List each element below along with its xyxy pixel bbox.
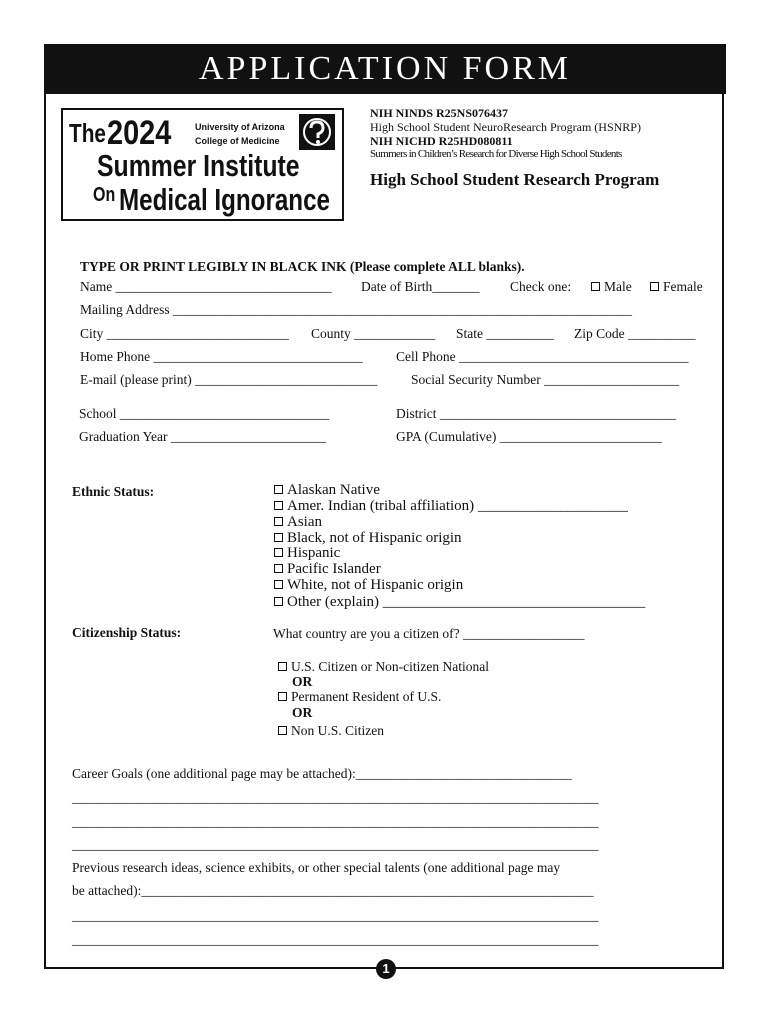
email-field[interactable]: E-mail (please print) ___________________________: [80, 372, 378, 387]
name-field[interactable]: Name ________________________________: [80, 279, 332, 294]
ethnic-option[interactable]: Pacific Islander: [274, 561, 381, 578]
career-goals-line[interactable]: ______________________________________________________________________________: [72, 790, 599, 805]
mailing-address-field[interactable]: Mailing Address ____________________________________________________________________: [80, 302, 632, 317]
ethnic-option[interactable]: Black, not of Hispanic origin: [274, 530, 462, 547]
career-goals-line[interactable]: ______________________________________________________________________________: [72, 814, 599, 829]
checkbox-icon: [591, 282, 600, 291]
question-mark-emblem-icon: [299, 114, 335, 150]
citizenship-status-label: Citizenship Status:: [72, 625, 182, 640]
ethnic-option[interactable]: Asian: [274, 514, 322, 531]
gpa-field[interactable]: GPA (Cumulative) ________________________: [396, 429, 662, 444]
graduation-year-field[interactable]: Graduation Year _______________________: [79, 429, 327, 444]
checkbox-icon: [274, 533, 283, 542]
female-checkbox[interactable]: [650, 279, 703, 295]
ethnic-option[interactable]: Hispanic: [274, 545, 340, 562]
ssn-field[interactable]: Social Security Number ____________________: [411, 372, 680, 387]
citizenship-option-resident[interactable]: Permanent Resident of U.S.: [278, 689, 441, 705]
cell-phone-field[interactable]: Cell Phone __________________________________: [396, 349, 689, 364]
citizenship-option-us[interactable]: U.S. Citizen or Non-citizen National: [278, 659, 489, 675]
program-logo: [61, 108, 344, 221]
checkbox-icon: [274, 564, 283, 573]
ethnic-option[interactable]: Alaskan Native: [274, 482, 380, 499]
or-separator: OR: [292, 674, 313, 689]
career-goals-line[interactable]: ______________________________________________________________________________: [72, 837, 599, 852]
checkbox-icon: [274, 548, 283, 557]
state-field[interactable]: State __________: [456, 326, 554, 341]
male-label: Male: [604, 279, 632, 294]
checkbox-icon: [278, 692, 287, 701]
dob-field[interactable]: Date of Birth_______: [361, 279, 480, 294]
ethnic-status-label: Ethnic Status:: [72, 484, 155, 499]
ethnic-option[interactable]: Other (explain) ___________________________________: [274, 594, 645, 611]
grant-nichd: NIH NICHD R25HD080811: [370, 134, 513, 148]
female-label: Female: [663, 279, 703, 294]
previous-research-field[interactable]: be attached):___________________________________________________________________: [72, 883, 594, 898]
checkbox-icon: [278, 726, 287, 735]
citizenship-option-non-us[interactable]: Non U.S. Citizen: [278, 723, 384, 739]
school-field[interactable]: School _______________________________: [79, 406, 330, 421]
instructions: TYPE OR PRINT LEGIBLY IN BLACK INK (Please complete ALL blanks).: [80, 259, 525, 274]
zip-code-field[interactable]: Zip Code __________: [574, 326, 696, 341]
logo-summer-institute: Summer Institute: [97, 148, 300, 183]
checkbox-icon: [274, 485, 283, 494]
previous-research-line[interactable]: ______________________________________________________________________________: [72, 932, 599, 947]
checkbox-icon: [274, 597, 283, 606]
grant-summers: Summers in Children’s Research for Diverse High School Students: [370, 148, 622, 160]
logo-the: The: [69, 118, 106, 148]
citizen-country-field[interactable]: What country are you a citizen of? __________________: [273, 626, 585, 641]
checkbox-icon: [650, 282, 659, 291]
county-field[interactable]: County ____________: [311, 326, 436, 341]
logo-medical-ignorance: Medical Ignorance: [119, 182, 330, 217]
program-title: High School Student Research Program: [370, 170, 660, 189]
logo-college: College of Medicine: [195, 136, 280, 146]
or-separator: OR: [292, 705, 313, 720]
grant-hsnrp: High School Student NeuroResearch Program (HSNRP): [370, 120, 641, 134]
checkbox-icon: [278, 662, 287, 671]
grant-ninds: NIH NINDS R25NS076437: [370, 106, 509, 120]
home-phone-field[interactable]: Home Phone _______________________________: [80, 349, 363, 364]
page-number: 1: [376, 959, 396, 979]
previous-research-line[interactable]: ______________________________________________________________________________: [72, 908, 599, 923]
logo-on: On: [93, 184, 116, 206]
checkbox-icon: [274, 517, 283, 526]
logo-year: 2024: [107, 114, 172, 152]
checkbox-icon: [274, 501, 283, 510]
male-checkbox[interactable]: [591, 279, 632, 295]
district-field[interactable]: District ___________________________________: [396, 406, 677, 421]
check-one-label: Check one:: [510, 279, 572, 294]
city-field[interactable]: City ___________________________: [80, 326, 289, 341]
ethnic-option[interactable]: White, not of Hispanic origin: [274, 577, 463, 594]
checkbox-icon: [274, 580, 283, 589]
ethnic-option[interactable]: Amer. Indian (tribal affiliation) ____________________: [274, 498, 628, 515]
form-title-banner: APPLICATION FORM: [44, 44, 726, 94]
logo-university: University of Arizona: [195, 122, 285, 132]
previous-research-label: Previous research ideas, science exhibits, or other special talents (one additional page may: [72, 860, 561, 875]
career-goals-field[interactable]: Career Goals (one additional page may be attached):________________________________: [72, 766, 572, 781]
